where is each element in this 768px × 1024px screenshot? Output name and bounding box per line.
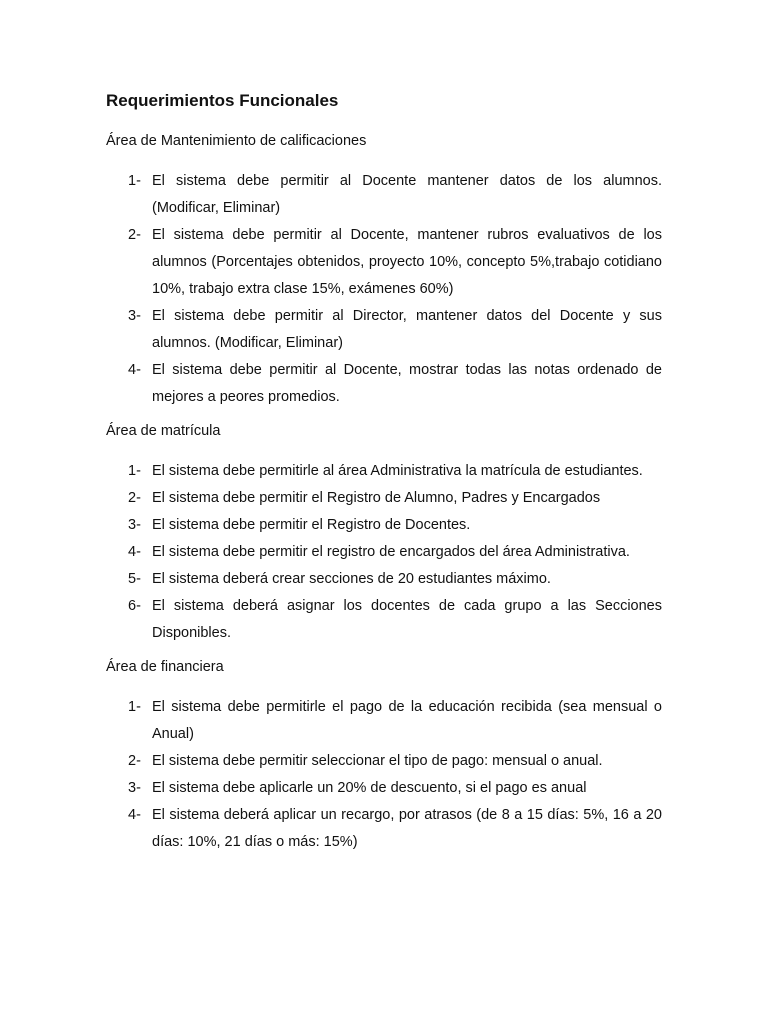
- requirement-item: [106, 593, 662, 647]
- requirement-item: [106, 539, 662, 566]
- section-heading: Área de matrícula: [106, 423, 221, 439]
- requirement-text: El sistema debe aplicarle un 20% de descuento, si el pago es anual: [152, 780, 587, 796]
- requirement-number: 3-: [128, 517, 141, 533]
- section-heading: Área de Mantenimiento de calificaciones: [106, 133, 367, 149]
- requirement-item: [106, 222, 662, 303]
- requirement-item: [106, 303, 662, 357]
- requirement-number: 2-: [128, 490, 141, 506]
- requirement-text: El sistema debe permitir el registro de encargados del área Administrativa.: [152, 544, 630, 560]
- requirement-text: El sistema debe permitirle al área Administrativa la matrícula de estudiantes.: [152, 463, 643, 479]
- requirement-number: 4-: [128, 544, 141, 560]
- requirement-item: [106, 694, 662, 748]
- requirement-number: 5-: [128, 571, 141, 587]
- requirement-number: 4-: [128, 362, 141, 378]
- requirement-number: 3-: [128, 308, 141, 324]
- requirement-number: 3-: [128, 780, 141, 796]
- requirement-number: 1-: [128, 173, 141, 189]
- requirement-item: [106, 485, 662, 512]
- requirement-item: [106, 566, 662, 593]
- requirements-list: [106, 694, 662, 856]
- requirement-number: 2-: [128, 227, 141, 243]
- requirement-text: El sistema debe permitir el Registro de Alumno, Padres y Encargados: [152, 490, 601, 506]
- requirements-list: [106, 458, 662, 647]
- requirement-text: El sistema debe permitir el Registro de Docentes.: [152, 517, 471, 533]
- requirement-text: El sistema debe permitir seleccionar el tipo de pago: mensual o anual.: [152, 753, 603, 769]
- requirement-item: [106, 775, 662, 802]
- requirement-text: El sistema deberá asignar los docentes de cada grupo a las Secciones Disponibles.: [152, 598, 662, 641]
- requirement-number: 1-: [128, 463, 141, 479]
- requirement-item: [106, 802, 662, 856]
- requirement-item: [106, 512, 662, 539]
- document-title: Requerimientos Funcionales: [106, 91, 339, 110]
- section-heading: Área de financiera: [106, 659, 224, 675]
- requirement-item: [106, 748, 662, 775]
- requirement-text: El sistema debe permitir al Docente, mantener rubros evaluativos de los alumnos (Porcentajes obtenidos, proyecto 10%, concepto 5%,trabajo cotidiano 10%, trabajo extra clase 15%, exámenes 60%): [152, 227, 662, 297]
- requirement-number: 1-: [128, 699, 141, 715]
- requirement-item: [106, 168, 662, 222]
- requirement-text: El sistema debe permitir al Docente, mostrar todas las notas ordenado de mejores a peores promedios.: [152, 362, 662, 405]
- requirement-item: [106, 357, 662, 411]
- requirement-number: 2-: [128, 753, 141, 769]
- requirement-text: El sistema deberá crear secciones de 20 estudiantes máximo.: [152, 571, 551, 587]
- requirement-text: El sistema debe permitirle el pago de la educación recibida (sea mensual o Anual): [152, 699, 662, 742]
- requirements-list: [106, 168, 662, 411]
- requirement-text: El sistema debe permitir al Director, mantener datos del Docente y sus alumnos. (Modificar, Eliminar): [152, 308, 662, 351]
- requirement-text: El sistema debe permitir al Docente mantener datos de los alumnos. (Modificar, Eliminar): [152, 173, 662, 216]
- sections-container: [106, 131, 662, 856]
- requirement-item: [106, 458, 662, 485]
- requirement-number: 4-: [128, 807, 141, 823]
- requirement-text: El sistema deberá aplicar un recargo, por atrasos (de 8 a 15 días: 5%, 16 a 20 días: 10%, 21 días o más: 15%): [152, 807, 662, 850]
- requirement-number: 6-: [128, 598, 141, 614]
